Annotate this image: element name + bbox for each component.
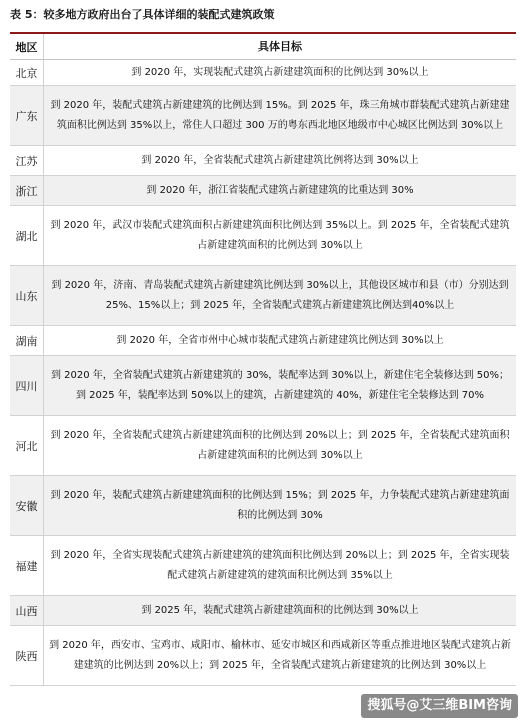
region-cell: 四川: [10, 356, 44, 415]
table-row: [10, 146, 516, 176]
region-cell: 湖北: [10, 206, 44, 265]
target-text: 到 2020 年，武汉市装配式建筑面积占新建建筑面积比例达到 35%以上。到 2025 年，全省装配式建筑占新建建筑面积的比例达到 30%以上: [50, 220, 510, 251]
table-row: [10, 266, 516, 326]
region-cell: 山东: [10, 266, 44, 325]
target-text: 到 2025 年，装配式建筑占新建建筑面积的比例达到 30%以上: [141, 604, 419, 616]
target-cell: [44, 266, 516, 325]
target-text: 到 2020 年，西安市、宝鸡市、咸阳市、榆林市、延安市城区和西咸新区等重点推进地区装配式建筑占新建建筑的比例达到 20%以上；到 2025 年，全省装配式建筑占新建建筑的比例达到 30%以上: [49, 640, 511, 671]
table-row: [10, 476, 516, 536]
target-text: 到 2020 年，装配式建筑占新建建筑的比例达到 15%。到 2025 年，珠三角城市群装配式建筑占新建建筑面积比例达到 35%以上，常住人口超过 300 万的粤东西北地区地级市中心城区比例达到 30%以上: [50, 100, 510, 131]
target-cell: [44, 326, 516, 355]
target-text: 到 2020 年，全省装配式建筑占新建建筑的 30%，装配率达到 30%以上，新建住宅全装修达到 50%；到 2025 年，装配率达到 50%以上的建筑，占新建建筑的 40%，新建住宅全装修达到 70%: [50, 370, 510, 401]
table-row: [10, 326, 516, 356]
region-cell: 江苏: [10, 146, 44, 175]
table-row: [10, 596, 516, 626]
target-cell: [44, 476, 516, 535]
region-cell: 浙江: [10, 176, 44, 205]
target-cell: [44, 146, 516, 175]
target-text: 到 2020 年，浙江省装配式建筑占新建建筑的比重达到 30%: [146, 184, 414, 196]
table-row: [10, 416, 516, 476]
table-row: [10, 86, 516, 146]
target-cell: [44, 596, 516, 625]
target-text: 到 2020 年，济南、青岛装配式建筑占新建建筑比例达到 30%以上，其他设区城市和县（市）分别达到 25%、15%以上；到 2025 年，全省装配式建筑占新建建筑比例达到40%以上: [51, 280, 509, 311]
target-text: 到 2020 年，全省装配式建筑占新建建筑面积的比例达到 20%以上；到 2025 年，全省装配式建筑面积占新建建筑面积的比例达到 30%以上: [50, 430, 510, 461]
region-cell: 北京: [10, 60, 44, 85]
target-text: 到 2020 年，全省实现装配式建筑占新建建筑的建筑面积比例达到 20%以上；到 2025 年，全省实现装配式建筑占新建建筑的建筑面积比例达到 35%以上: [50, 550, 510, 581]
target-cell: [44, 356, 516, 415]
table-row: [10, 536, 516, 596]
table-header-row: [10, 34, 516, 60]
header-region: 地区: [10, 34, 44, 59]
region-cell: 河北: [10, 416, 44, 475]
watermark: 搜狐号@艾三维BIM咨询: [361, 694, 518, 718]
table-caption: 表 5：较多地方政府出台了具体详细的装配式建筑政策: [10, 8, 275, 21]
region-cell: 陕西: [10, 626, 44, 685]
target-cell: [44, 416, 516, 475]
target-text: 到 2020 年，装配式建筑占新建建筑面积的比例达到 15%；到 2025 年，力争装配式建筑占新建建筑面积的比例达到 30%: [50, 490, 510, 521]
target-text: 到 2020 年，全省装配式建筑占新建建筑比例将达到 30%以上: [141, 154, 419, 166]
region-cell: 福建: [10, 536, 44, 595]
region-cell: 湖南: [10, 326, 44, 355]
target-cell: [44, 86, 516, 145]
target-cell: [44, 206, 516, 265]
region-cell: 广东: [10, 86, 44, 145]
table-row: [10, 356, 516, 416]
target-text: 到 2020 年，全省市州中心城市装配式建筑占新建建筑比例达到 30%以上: [116, 334, 444, 346]
target-cell: [44, 176, 516, 205]
table-body: [10, 60, 516, 686]
policy-table: [10, 34, 516, 686]
target-text: 到 2020 年，实现装配式建筑占新建建筑面积的比例达到 30%以上: [131, 66, 429, 78]
table-row: [10, 206, 516, 266]
target-cell: [44, 626, 516, 685]
table-row: [10, 176, 516, 206]
target-cell: [44, 536, 516, 595]
table-row: [10, 60, 516, 86]
target-cell: [44, 60, 516, 85]
region-cell: 安徽: [10, 476, 44, 535]
table-row: [10, 626, 516, 686]
header-target: 具体目标: [258, 39, 302, 53]
region-cell: 山西: [10, 596, 44, 625]
